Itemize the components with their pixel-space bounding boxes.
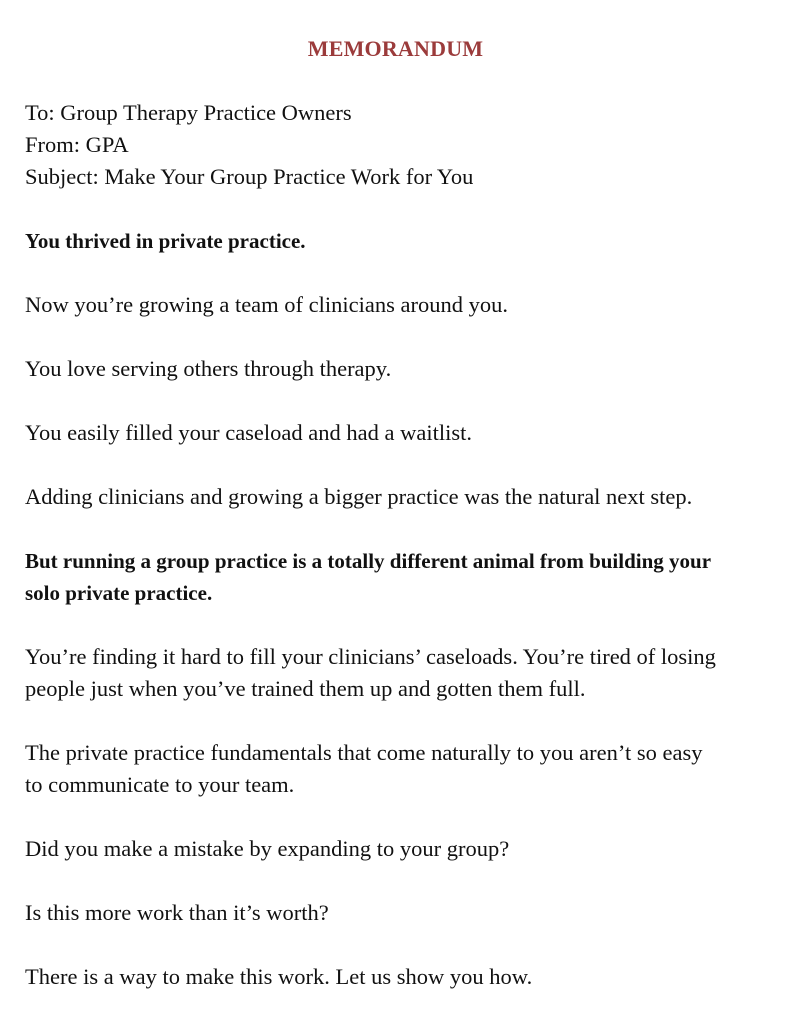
paragraph-different-animal-line1: But running a group practice is a totally different animal from building your	[25, 549, 712, 573]
paragraph-mistake-question: Did you make a mistake by expanding to your group?	[25, 836, 510, 861]
paragraph-growing-team: Now you’re growing a team of clinicians around you.	[25, 292, 508, 317]
paragraph-serving-others: You love serving others through therapy.	[25, 356, 392, 381]
memo-from-line: From: GPA	[25, 132, 129, 157]
paragraph-fundamentals-line2: to communicate to your team.	[25, 772, 295, 797]
paragraph-hard-to-fill-line1: You’re finding it hard to fill your clinicians’ caseloads. You’re tired of losing	[25, 644, 716, 669]
paragraph-fundamentals-line1: The private practice fundamentals that come naturally to you aren’t so easy	[25, 740, 703, 765]
memo-subject-line: Subject: Make Your Group Practice Work for You	[25, 164, 474, 189]
paragraph-thrived: You thrived in private practice.	[25, 229, 306, 253]
paragraph-worth-question: Is this more work than it’s worth?	[25, 900, 329, 925]
memo-title: MEMORANDUM	[307, 36, 484, 61]
paragraph-hard-to-fill-line2: people just when you’ve trained them up and gotten them full.	[25, 676, 586, 701]
paragraph-different-animal-line2: solo private practice.	[25, 581, 213, 605]
paragraph-filled-caseload: You easily filled your caseload and had a waitlist.	[25, 420, 472, 445]
paragraph-closing: There is a way to make this work. Let us show you how.	[25, 964, 533, 989]
memo-to-line: To: Group Therapy Practice Owners	[25, 100, 352, 125]
paragraph-next-step: Adding clinicians and growing a bigger practice was the natural next step.	[25, 484, 693, 509]
